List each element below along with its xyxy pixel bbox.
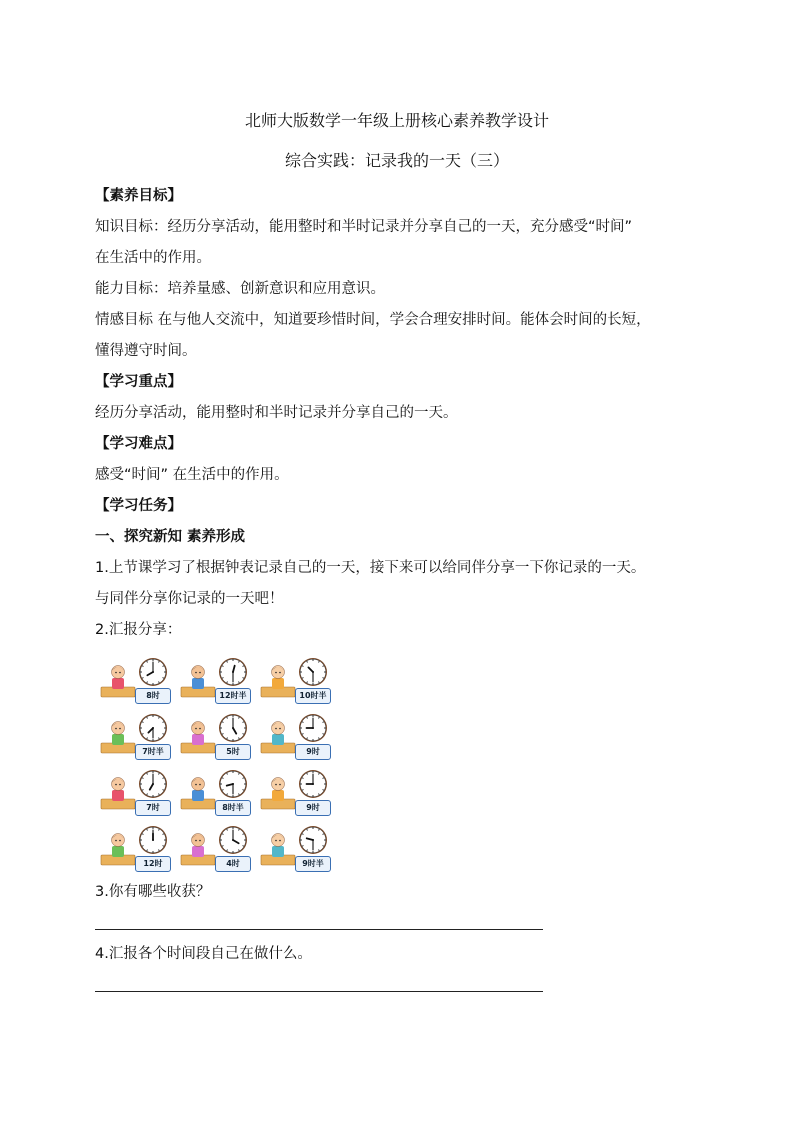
- answer-line-2[interactable]: [95, 991, 543, 992]
- reading-icon: [99, 717, 137, 757]
- wakeup-icon: [99, 773, 137, 813]
- item2-text: 2.汇报分享：: [95, 622, 182, 638]
- clock-card: [255, 767, 335, 821]
- clock-card: [95, 823, 175, 877]
- sleep-icon: [259, 829, 297, 869]
- clock-card: [175, 767, 255, 821]
- answer-line-1[interactable]: [95, 929, 543, 930]
- time-label: 7时: [135, 800, 171, 816]
- time-label: 10时半: [295, 688, 331, 704]
- item1-line2: 与同伴分享你记录的一天吧！: [95, 591, 284, 607]
- clock-card: [255, 823, 335, 877]
- goal-ability: 能力目标：培养量感、创新意识和应用意识。: [95, 281, 385, 297]
- item4-text: 4.汇报各个时间段自己在做什么。: [95, 946, 312, 962]
- desk-icon: [99, 661, 137, 701]
- part1-heading: 一、探究新知 素养形成: [95, 529, 246, 545]
- clock-icon: [298, 657, 328, 687]
- homework-icon: [259, 773, 297, 813]
- bed-icon: [259, 717, 297, 757]
- goals-heading: 【素养目标】: [95, 188, 182, 204]
- clock-card: [255, 711, 335, 765]
- difficulty-text: 感受“时间” 在生活中的作用。: [95, 467, 289, 483]
- lunch-icon: [179, 661, 217, 701]
- time-label: 9时半: [295, 856, 331, 872]
- clock-icon: [218, 713, 248, 743]
- item3-text: 3.你有哪些收获？: [95, 884, 211, 900]
- clock-icon: [298, 713, 328, 743]
- clock-card: [175, 711, 255, 765]
- clock-icon: [138, 769, 168, 799]
- time-label: 7时半: [135, 744, 171, 760]
- time-label: 8时: [135, 688, 171, 704]
- time-label: 12时半: [215, 688, 251, 704]
- time-label: 9时: [295, 800, 331, 816]
- class-icon: [179, 773, 217, 813]
- key-points-text: 经历分享活动，能用整时和半时记录并分享自己的一天。: [95, 405, 458, 421]
- play-icon: [179, 829, 217, 869]
- clock-icon: [298, 769, 328, 799]
- clock-icon: [218, 769, 248, 799]
- clock-card: [95, 655, 175, 709]
- goal-knowledge-line1: 知识目标：经历分享活动，能用整时和半时记录并分享自己的一天，充分感受“时间”: [95, 219, 633, 235]
- clock-card: [255, 655, 335, 709]
- document-subtitle: 综合实践：记录我的一天（三）: [284, 151, 509, 170]
- clock-card: [175, 823, 255, 877]
- difficulty-heading: 【学习难点】: [95, 436, 182, 452]
- time-label: 12时: [135, 856, 171, 872]
- clock-icon: [298, 825, 328, 855]
- goal-emotion-line2: 懂得遵守时间。: [95, 343, 197, 359]
- clock-icon: [138, 713, 168, 743]
- goal-knowledge-line2: 在生活中的作用。: [95, 250, 211, 266]
- item1-line1: 1.上节课学习了根据钟表记录自己的一天，接下来可以给同伴分享一下你记录的一天。: [95, 560, 646, 576]
- time-label: 4时: [215, 856, 251, 872]
- clock-icon: [218, 657, 248, 687]
- tasks-heading: 【学习任务】: [95, 498, 182, 514]
- eating-icon: [99, 829, 137, 869]
- time-label: 8时半: [215, 800, 251, 816]
- clock-card: [175, 655, 255, 709]
- time-label: 9时: [295, 744, 331, 760]
- basketball-icon: [179, 717, 217, 757]
- clock-card: [95, 767, 175, 821]
- study-icon: [259, 661, 297, 701]
- goal-emotion-line1: 情感目标 在与他人交流中，知道要珍惜时间，学会合理安排时间。能体会时间的长短，: [95, 312, 651, 328]
- clock-illustration-grid: [95, 655, 335, 875]
- clock-icon: [138, 825, 168, 855]
- document-title: 北师大版数学一年级上册核心素养教学设计: [244, 111, 549, 130]
- clock-icon: [218, 825, 248, 855]
- key-points-heading: 【学习重点】: [95, 374, 182, 390]
- time-label: 5时: [215, 744, 251, 760]
- clock-card: [95, 711, 175, 765]
- clock-icon: [138, 657, 168, 687]
